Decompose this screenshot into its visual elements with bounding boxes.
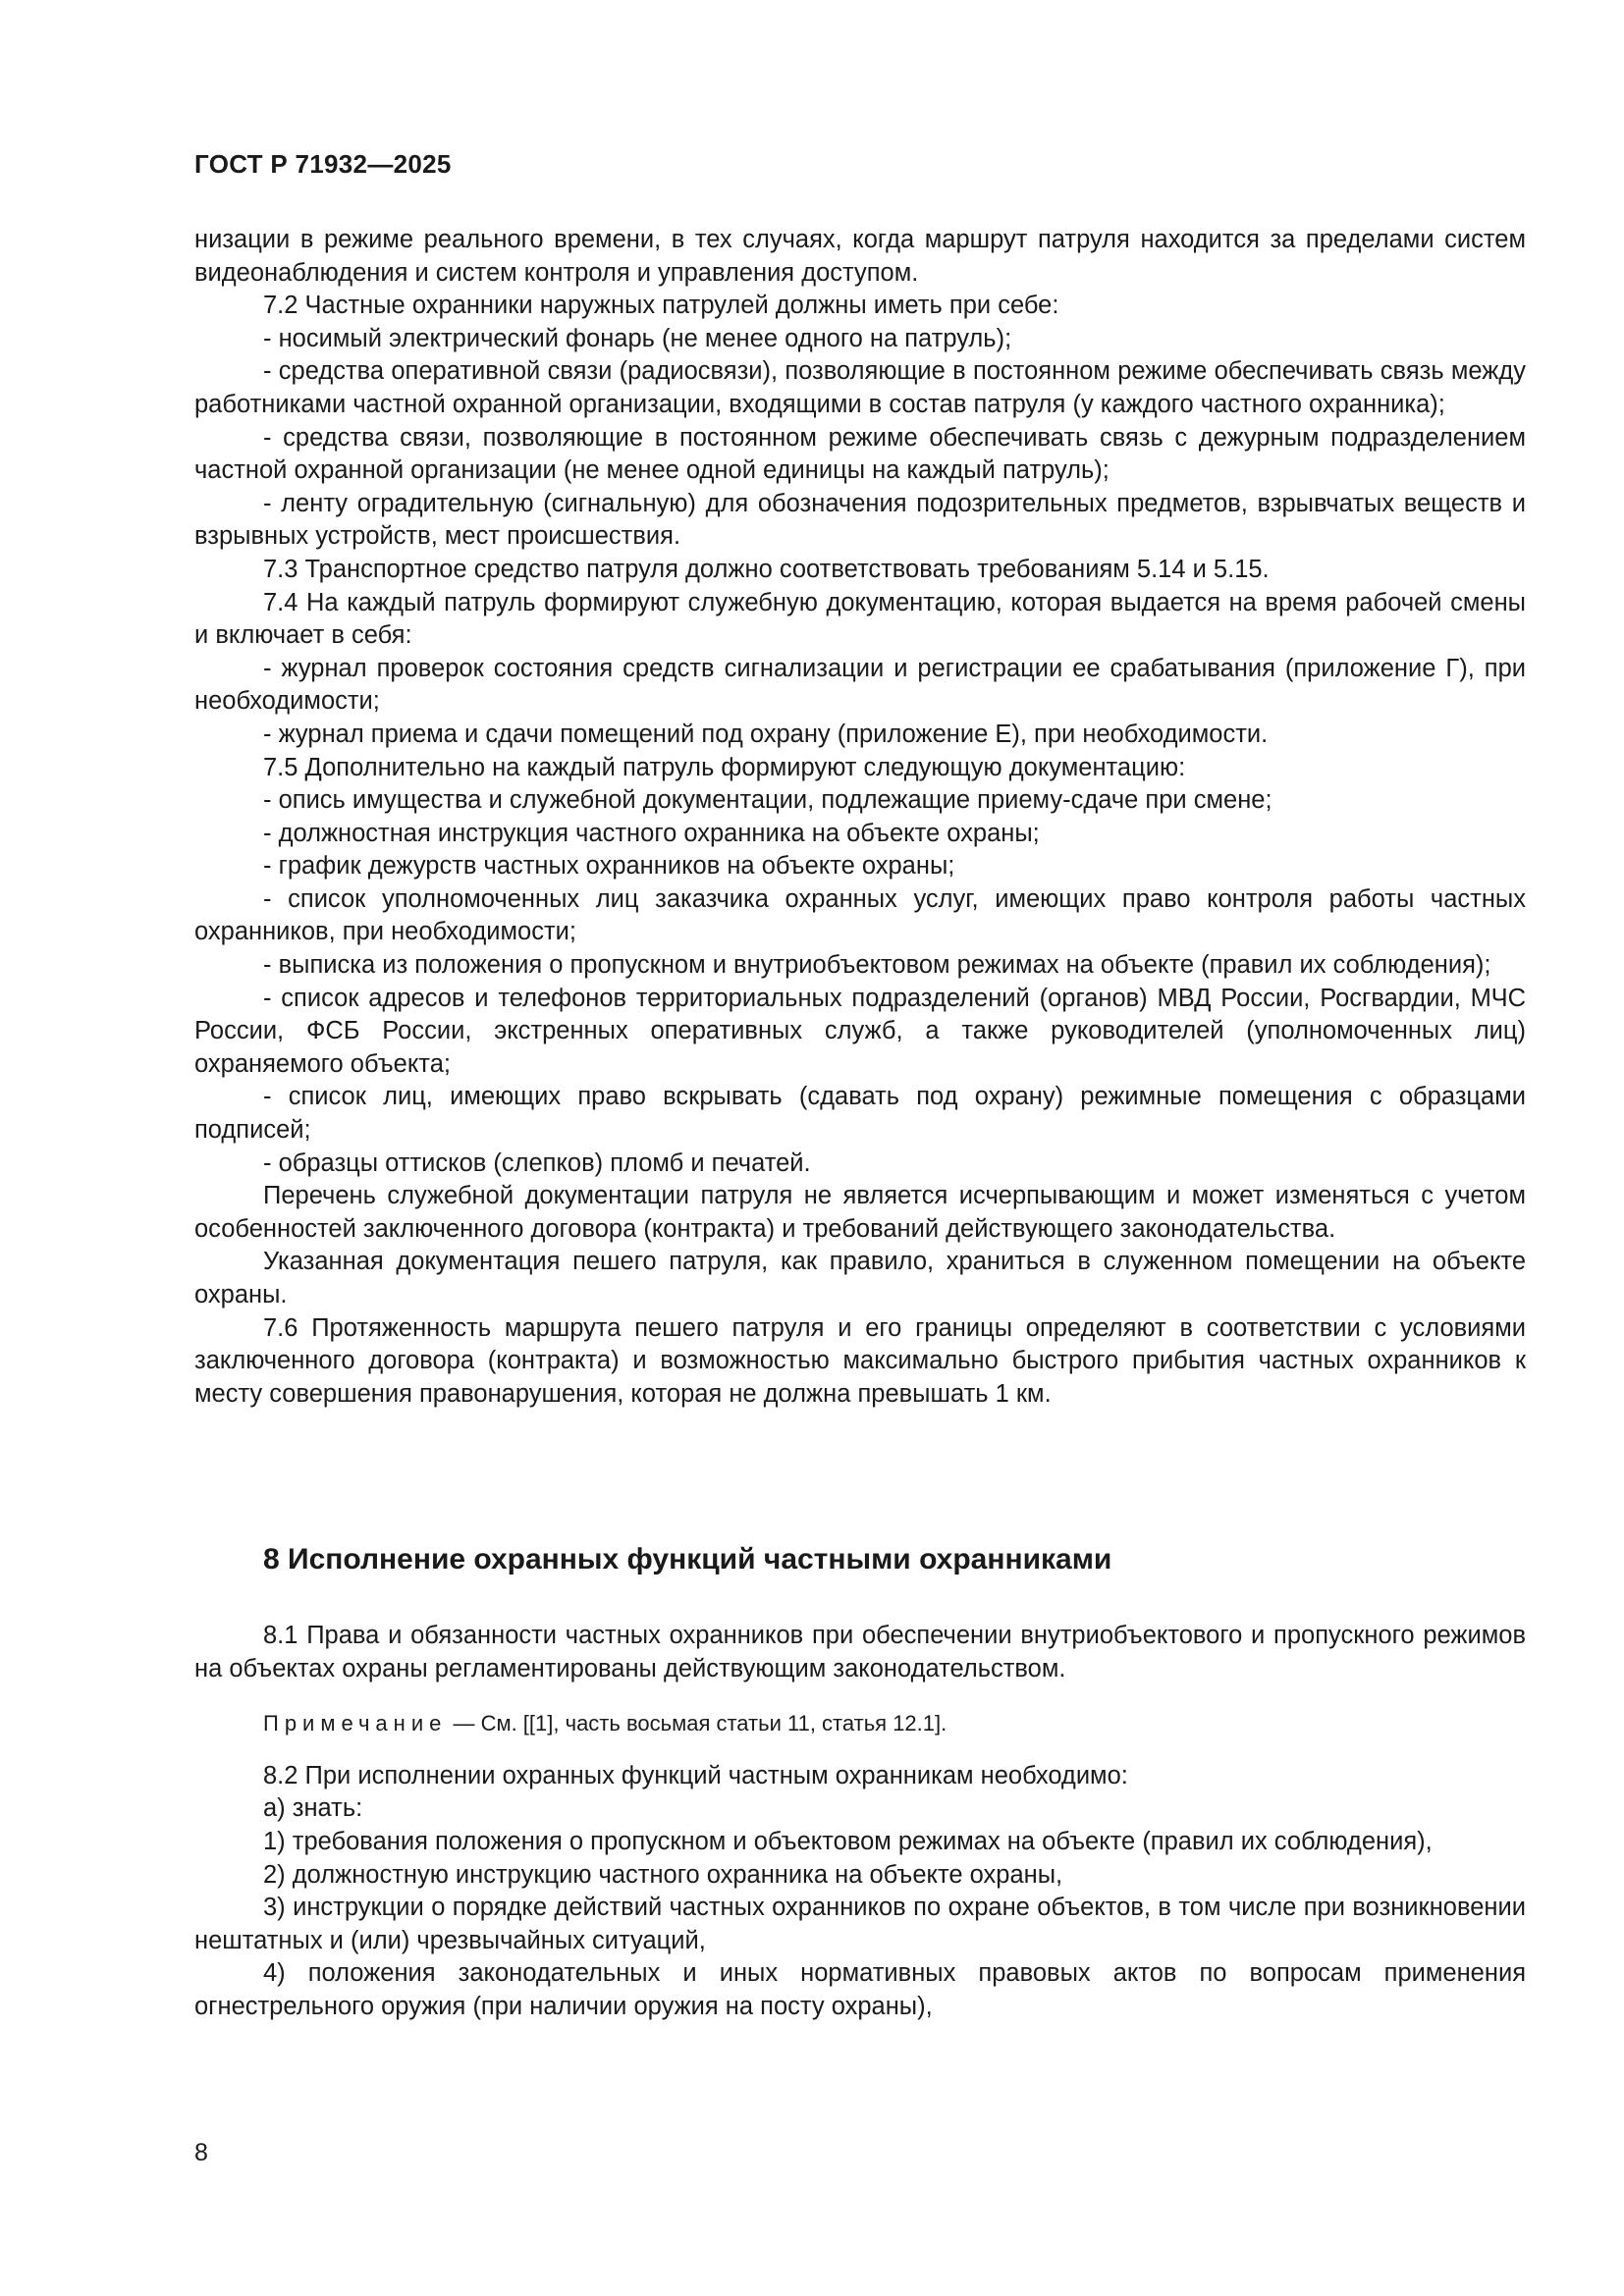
section-8-text [194,1620,1526,2024]
clause-7-5: 7.5 Дополнительно на каждый патруль формируют следующую документацию: [263,753,1186,781]
list-item: - журнал приема и сдачи помещений под охрану (приложение Е), при необходимости. [263,720,1269,748]
main-text [194,224,1526,1411]
list-item: - носимый электрический фонарь (не менее одного на патруль); [263,324,1012,352]
clause-7-3: 7.3 Транспортное средство патруля должно соответствовать требованиям 5.14 и 5.15. [263,555,1270,583]
page-number: 8 [194,2139,208,2166]
clause-7-6: 7.6 Протяженность маршрута пешего патруля и его границы определяют в соответствии с условиями заключенного договора (контракта) и возможностью максимально быстрого прибытия частных охранников к месту совершения правонарушения, которая не должна превышать 1 км. [194,1313,1526,1408]
list-item: - должностная инструкция частного охранника на объекте охраны; [263,819,1040,847]
list-item: - средства оперативной связи (радиосвязи), позволяющие в постоянном режиме обеспечивать связь между работниками частной охранной организации, входящими в состав патруля (у каждого частного охранника); [194,357,1526,418]
list-item: - средства связи, позволяющие в постоянном режиме обеспечивать связь с дежурным подразделением частной охранной организации (не менее одной единицы на каждый патруль); [194,423,1526,485]
list-item: - список уполномоченных лиц заказчика охранных услуг, имеющих право контроля работы частных охранников, при необходимости; [194,884,1526,946]
note-label: Примечание [263,1711,448,1736]
list-item: 4) положения законодательных и иных нормативных правовых актов по вопросам применения огнестрельного оружия (при наличии оружия на посту охраны), [194,1959,1526,2020]
clause-8-2: 8.2 При исполнении охранных функций частным охранникам необходимо: [263,1761,1128,1789]
list-item: - выписка из положения о пропускном и внутриобъектовом режимах на объекте (правил их соблюдения); [263,951,1491,980]
clause-7-4: 7.4 На каждый патруль формируют служебную документацию, которая выдается на время рабочей смены и включает в себя: [194,588,1526,650]
list-item: - журнал проверок состояния средств сигнализации и регистрации ее срабатывания (приложение Г), при необходимости; [194,654,1526,716]
paragraph: низации в режиме реального времени, в тех случаях, когда маршрут патруля находится за пределами систем видеонаблюдения и систем контроля и управления доступом. [194,226,1526,287]
list-item: - ленту оградительную (сигнальную) для обозначения подозрительных предметов, взрывчатых веществ и взрывных устройств, мест происшествия. [194,489,1526,551]
list-item: 1) требования положения о пропускном и объектовом режимах на объекте (правил их соблюдения), [263,1827,1433,1855]
section-8-heading: 8 Исполнение охранных функций частными охранниками [263,1543,1112,1575]
list-item: 3) инструкции о порядке действий частных охранников по охране объектов, в том числе при возникновении нештатных и (или) чрезвычайных ситуаций, [194,1894,1526,1954]
clause-8-1: 8.1 Права и обязанности частных охранников при обеспечении внутриобъектового и пропускного режимов на объектах охраны регламентированы действующим законодательством. [194,1622,1526,1682]
list-item: 2) должностную инструкцию частного охранника на объекте охраны, [263,1860,1063,1889]
paragraph: Указанная документация пешего патруля, как правило, храниться в служенном помещении на объекте охраны. [194,1248,1526,1308]
list-item: - список лиц, имеющих право вскрывать (сдавать под охрану) режимные помещения с образцами подписей; [194,1083,1526,1145]
list-item: - график дежурств частных охранников на объекте охраны; [263,852,955,881]
document-code: ГОСТ Р 71932—2025 [194,149,452,179]
note-text: — См. [[1], часть восьмая статьи 11, статья 12.1]. [447,1711,947,1736]
list-item: а) знать: [263,1794,363,1823]
list-item: - список адресов и телефонов территориальных подразделений (органов) МВД России, Росгвардии, МЧС России, ФСБ России, экстренных оперативных служб, а также руководителей (уполномоченных лиц) охраняемого объекта; [194,984,1526,1078]
list-item: - образцы оттисков (слепков) пломб и печатей. [263,1148,811,1177]
paragraph: Перечень служебной документации патруля не является исчерпывающим и может изменяться с учетом особенностей заключенного договора (контракта) и требований действующего законодательства. [194,1182,1526,1243]
note [194,1707,1526,1740]
list-item: - опись имущества и служебной документации, подлежащие приему-сдаче при смене; [263,786,1272,815]
clause-7-2: 7.2 Частные охранники наружных патрулей должны иметь при себе: [263,292,1059,320]
